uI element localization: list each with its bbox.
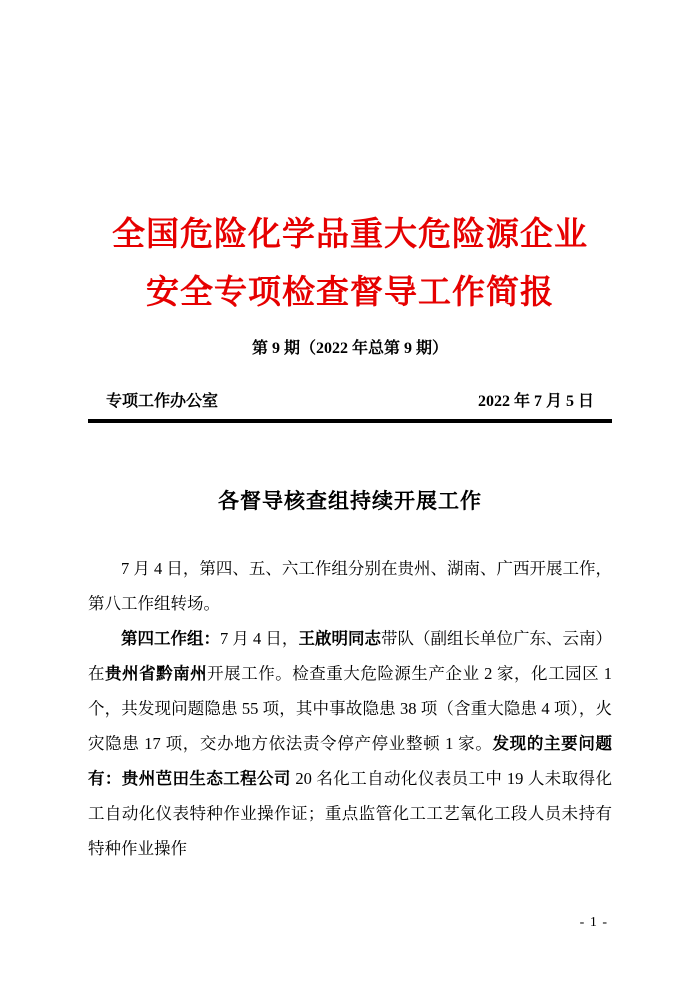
paragraph <box>88 621 612 866</box>
text-run: 开展工作。检查重大危险源生产企业 2 家，化工园区 1 个，共发现问题隐患 55 项，其中事故隐患 38 项（含重大隐患 4 项），火灾隐患 17 项，交办地方依法责令停产停业整顿 1 家。 <box>88 663 613 753</box>
masthead-divider <box>88 419 612 423</box>
doc-title-line2: 安全专项检查督导工作简报 <box>146 273 554 310</box>
bold-text-run: 第四工作组： <box>121 628 221 648</box>
doc-title-line1: 全国危险化学品重大危险源企业 <box>112 215 588 252</box>
page-number: - 1 - <box>579 915 608 930</box>
text-run: 7 月 4 日， <box>220 628 299 648</box>
section-title: 各督导核查组持续开展工作 <box>218 488 482 513</box>
masthead-row <box>88 388 612 411</box>
text-run: 7 月 4 日，第四、五、六工作组分别在贵州、湖南、广西开展工作，第八工作组转场。 <box>88 558 612 613</box>
text-run: 20 名化工自动化仪表员工中 19 人未取得化工自动化仪表特种作业操作证；重点监管化工工艺氧化工段人员未持有特种作业操作 <box>88 768 613 858</box>
body-paragraphs <box>88 551 612 866</box>
office-name: 专项工作办公室 <box>106 393 219 410</box>
text-run: 带队（副组长单位广东、云南）在 <box>88 628 613 683</box>
issue-line: 第 9 期（2022 年总第 9 期） <box>251 340 448 357</box>
bold-text-run: 贵州省黔南州 <box>105 663 208 683</box>
bold-text-run: 王啟明同志 <box>298 628 381 648</box>
paragraph <box>88 551 612 621</box>
issue-date: 2022 年 7 月 5 日 <box>477 393 594 410</box>
bold-text-run: 发现的主要问题有：贵州芭田生态工程公司 <box>88 733 613 788</box>
